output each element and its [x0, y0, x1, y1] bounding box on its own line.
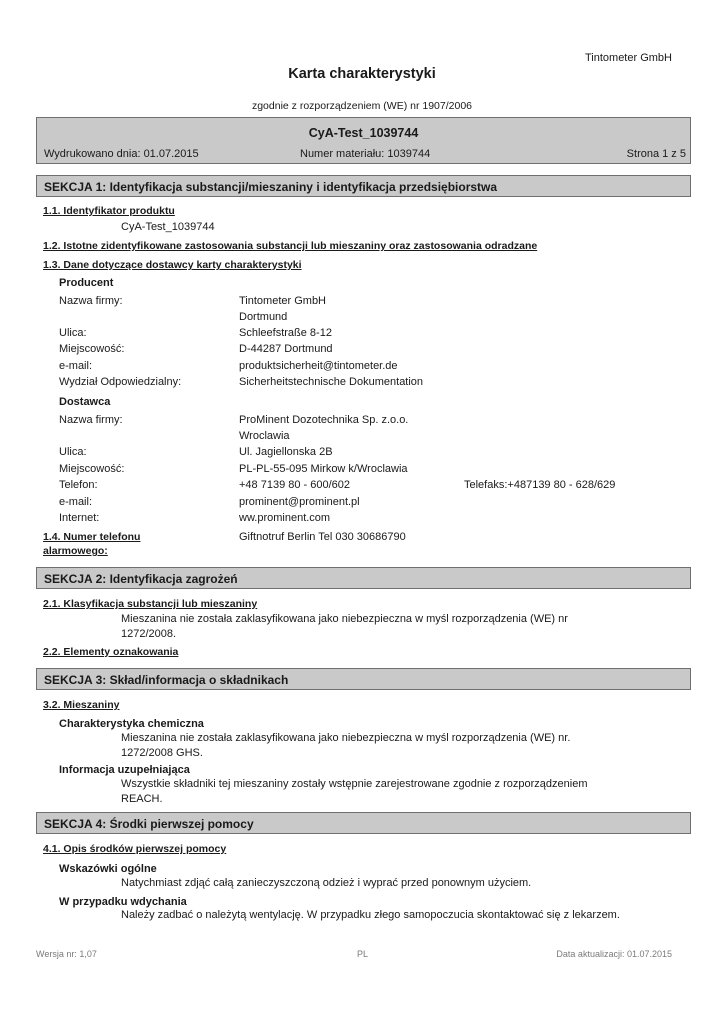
classification-text: Mieszanina nie została zaklasyfikowana jako niebezpieczna w myśl rozporządzenia (WE) nr 1272/2008. — [121, 613, 568, 640]
material-number: Numer materiału: 1039744 — [300, 148, 431, 160]
chemical-characterization-text: Mieszanina nie została zaklasyfikowana jako niebezpieczna w myśl rozporządzenia (WE) nr. 1272/2008 GHS. — [121, 732, 571, 759]
supplier-city-value: PL-PL-55-095 Mirkow k/Wroclawia — [239, 463, 408, 475]
supplier-name-value-2: Wroclawia — [239, 430, 290, 442]
producer-name-value: Tintometer GmbH — [239, 295, 327, 307]
print-date: Wydrukowano dnia: 01.07.2015 — [44, 148, 199, 160]
producer-street-value: Schleefstraße 8-12 — [239, 327, 332, 339]
subsection-1-1-title: 1.1. Identyfikator produktu — [43, 205, 175, 217]
supplier-web-value: ww.prominent.com — [239, 512, 331, 524]
page-number: Strona 1 z 5 — [626, 148, 686, 160]
inhalation-heading: W przypadku wdychania — [59, 896, 187, 908]
document-subtitle: zgodnie z rozporządzeniem (WE) nr 1907/2006 — [251, 100, 473, 112]
producer-city-label: Miejscowość: — [59, 343, 125, 355]
company-name: Tintometer GmbH — [584, 52, 672, 64]
product-identifier-value: CyA-Test_1039744 — [121, 221, 215, 233]
additional-info-heading: Informacja uzupełniająca — [59, 764, 190, 776]
section-4-header: SEKCJA 4: Środki pierwszej pomocy — [36, 812, 691, 834]
producer-street-label: Ulica: — [59, 327, 87, 339]
producer-name-value-2: Dortmund — [239, 311, 288, 323]
producer-name-label: Nazwa firmy: — [59, 295, 123, 307]
supplier-email-value: prominent@prominent.pl — [239, 496, 360, 508]
supplier-street-label: Ulica: — [59, 446, 87, 458]
footer-update-date: Data aktualizacji: 01.07.2015 — [556, 949, 672, 959]
subsection-1-3-title: 1.3. Dane dotyczące dostawcy karty charakterystyki — [43, 259, 302, 271]
subsection-1-4-title: 1.4. Numer telefonu — [43, 531, 141, 543]
supplier-fax-label: Telefaks: — [464, 479, 508, 491]
subsection-1-2-title: 1.2. Istotne zidentyfikowane zastosowania substancji lub mieszaniny oraz zastosowania odradzane — [43, 240, 538, 252]
supplier-phone-value: +48 7139 80 - 600/602 — [239, 479, 351, 491]
document-title: Karta charakterystyki — [288, 66, 436, 82]
footer-language: PL — [357, 949, 369, 959]
product-name: CyA-Test_1039744 — [308, 126, 419, 140]
supplier-street-value: Ul. Jagiellonska 2B — [239, 446, 333, 458]
section-3-header: SEKCJA 3: Skład/informacja o składnikach — [36, 668, 691, 690]
footer-version: Wersja nr: 1,07 — [36, 949, 97, 959]
section-1-header: SEKCJA 1: Identyfikacja substancji/mieszaniny i identyfikacja przedsiębiorstwa — [36, 175, 691, 197]
producer-heading: Producent — [59, 277, 114, 289]
supplier-name-label: Nazwa firmy: — [59, 414, 123, 426]
producer-email-label: e-mail: — [59, 360, 93, 372]
general-advice-text: Natychmiast zdjąć całą zanieczyszczoną odzież i wyprać przed ponownym użyciem. — [121, 877, 532, 889]
supplier-name-value: ProMinent Dozotechnika Sp. z.o.o. — [239, 414, 409, 426]
section-2-header: SEKCJA 2: Identyfikacja zagrożeń — [36, 567, 691, 589]
product-header-box — [36, 117, 691, 164]
supplier-email-label: e-mail: — [59, 496, 93, 508]
inhalation-text: Należy zadbać o należytą wentylację. W przypadku złego samopoczucia skontaktować się z lekarzem. — [121, 909, 620, 921]
supplier-phone-label: Telefon: — [59, 479, 98, 491]
supplier-web-label: Internet: — [59, 512, 100, 524]
chemical-characterization-heading: Charakterystyka chemiczna — [59, 718, 204, 730]
emergency-phone-value: Giftnotruf Berlin Tel 030 30686790 — [239, 531, 406, 543]
producer-dept-value: Sicherheitstechnische Dokumentation — [239, 376, 424, 388]
supplier-heading: Dostawca — [59, 396, 111, 408]
subsection-4-1-title: 4.1. Opis środków pierwszej pomocy — [43, 843, 227, 855]
supplier-city-label: Miejscowość: — [59, 463, 125, 475]
producer-dept-label: Wydział Odpowiedzialny: — [59, 376, 182, 388]
subsection-3-2-title: 3.2. Mieszaniny — [43, 699, 120, 711]
general-advice-heading: Wskazówki ogólne — [59, 863, 157, 875]
subsection-2-2-title: 2.2. Elementy oznakowania — [43, 646, 179, 658]
additional-info-text: Wszystkie składniki tej mieszaniny zostały wstępnie zarejestrowane zgodnie z rozporządzeniem REACH. — [121, 778, 588, 805]
producer-city-value: D-44287 Dortmund — [239, 343, 333, 355]
subsection-2-1-title: 2.1. Klasyfikacja substancji lub mieszaniny — [43, 598, 258, 610]
supplier-fax — [464, 479, 615, 491]
subsection-1-4-title-line-2: alarmowego: — [43, 545, 108, 557]
producer-email-value: produktsicherheit@tintometer.de — [239, 360, 398, 372]
supplier-fax-value: +487139 80 - 628/629 — [507, 479, 616, 491]
